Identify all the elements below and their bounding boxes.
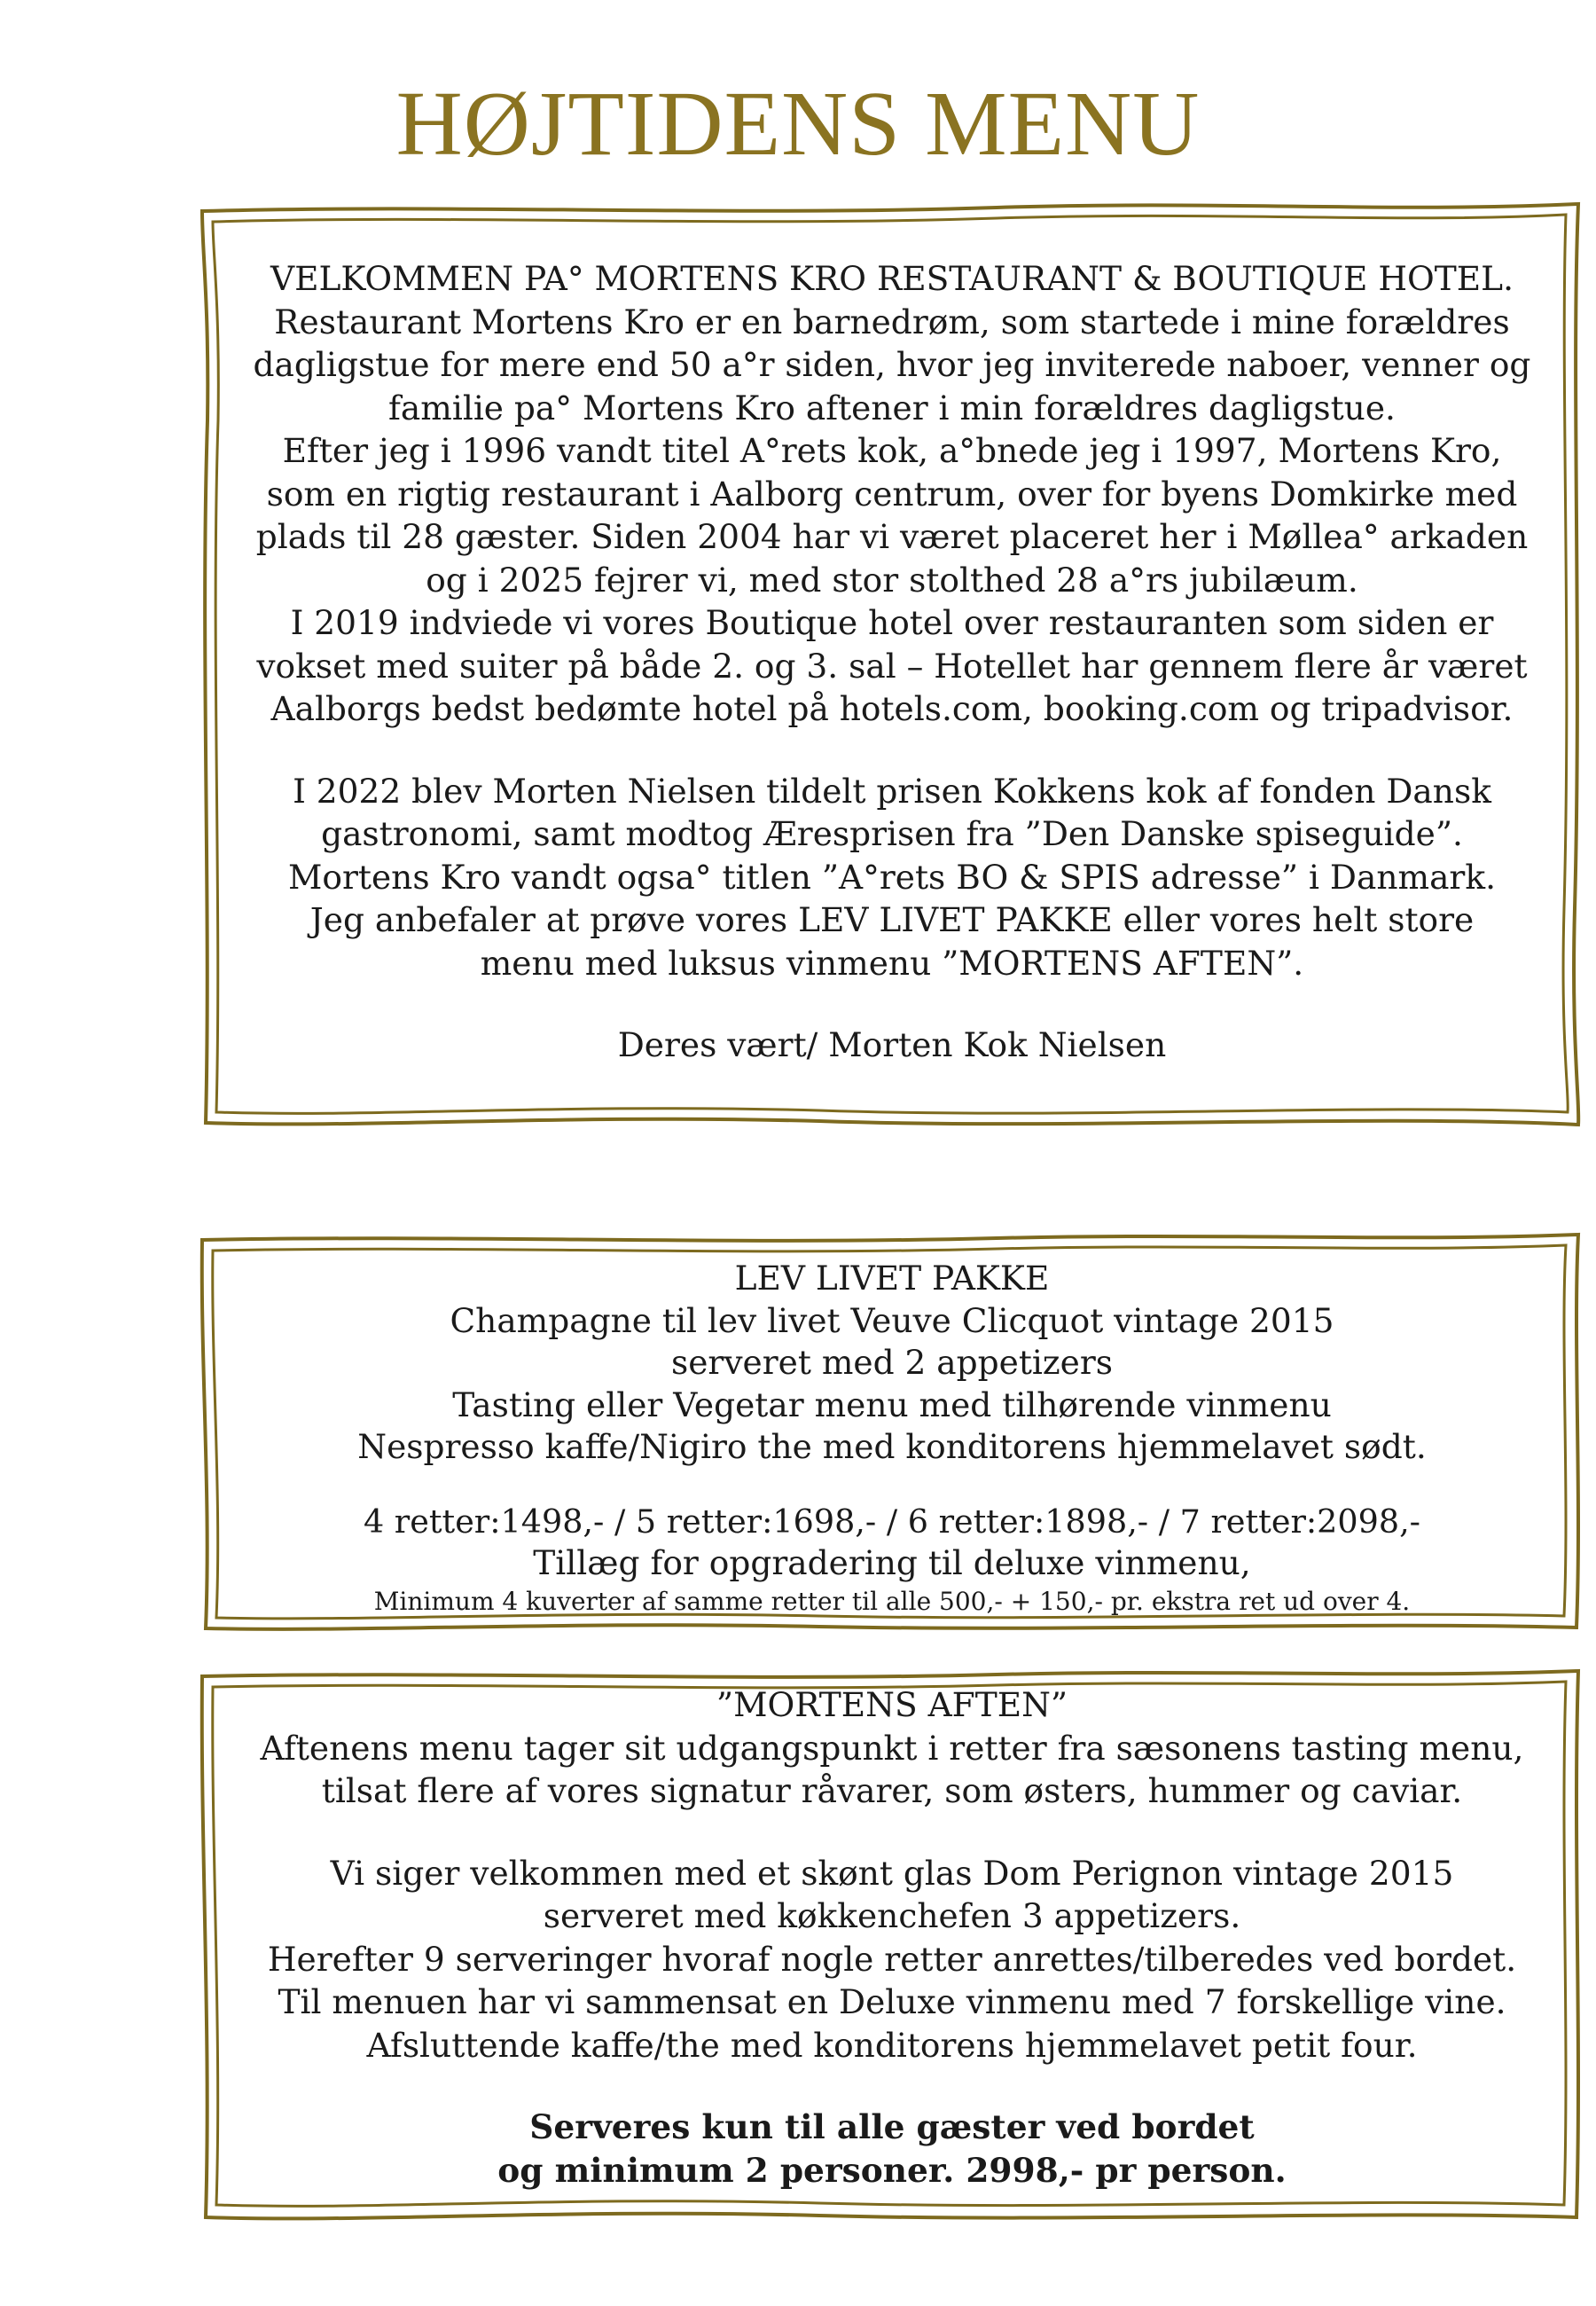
page-title: HØJTIDENS MENU [395, 73, 1201, 175]
package-line: Tasting eller Vegetar menu med tilhørende vinmenu [452, 1384, 1332, 1424]
intro-line: vokset med suiter på både 2. og 3. sal – Hotellet har gennem flere år været [256, 646, 1528, 686]
intro-line: dagligstue for mere end 50 a°r siden, hvor jeg inviterede naboer, venner og [253, 345, 1531, 384]
intro-line: gastronomi, samt modtog Æresprisen fra ”Den Danske spiseguide”. [321, 814, 1463, 853]
welcome-box [199, 199, 1585, 1132]
package-line: Nespresso kaffe/Nigiro the med konditorens hjemmelavet sødt. [357, 1427, 1427, 1466]
lev-livet-box [199, 1231, 1585, 1635]
intro-line: familie pa° Mortens Kro aftener i min forældres dagligstue. [388, 388, 1396, 427]
package-line: Champagne til lev livet Veuve Clicquot vintage 2015 [450, 1300, 1334, 1340]
menu-line: tilsat flere af vores signatur råvarer, som østers, hummer og caviar. [321, 1771, 1463, 1810]
lev-livet-text [199, 1258, 1585, 1619]
intro-line: og i 2025 fejrer vi, med stor stolthed 28 a°rs jubilæum. [426, 560, 1358, 600]
menu-line: Aftenens menu tager sit udgangspunkt i retter fra sæsonens tasting menu, [260, 1728, 1524, 1768]
intro-line: Efter jeg i 1996 vandt titel A°rets kok, a°bnede jeg i 1997, Mortens Kro, [282, 431, 1502, 470]
intro-line: Aalborgs bedst bedømte hotel på hotels.com, booking.com og tripadvisor. [270, 689, 1514, 728]
footer-line: og minimum 2 personer. 2998,- pr person. [497, 2150, 1287, 2190]
intro-line: som en rigtig restaurant i Aalborg centrum, over for byens Domkirke med [266, 474, 1518, 514]
intro-line: Jeg anbefaler at prøve vores LEV LIVET PAKKE eller vores helt store [309, 900, 1475, 939]
section-heading: LEV LIVET PAKKE [734, 1259, 1050, 1298]
intro-line: Restaurant Mortens Kro er en barnedrøm, som startede i mine forældres [274, 302, 1510, 341]
intro-line: I 2019 indviede vi vores Boutique hotel over restauranten som siden er [290, 603, 1494, 642]
mortens-aften-text [199, 1683, 1585, 2192]
section-heading: ”MORTENS AFTEN” [716, 1685, 1068, 1724]
menu-line: Til menuen har vi sammensat en Deluxe vinmenu med 7 forskellige vine. [278, 1982, 1506, 2021]
footer-line: Serveres kun til alle gæster ved bordet [529, 2107, 1255, 2146]
package-line: serveret med 2 appetizers [670, 1343, 1114, 1382]
minimum-note: Minimum 4 kuverter af samme retter til alle 500,- + 150,- pr. ekstra ret ud over 4. [373, 1586, 1411, 1616]
intro-line: VELKOMMEN PA° MORTENS KRO RESTAURANT & BOUTIQUE HOTEL. [270, 259, 1514, 298]
intro-line: Mortens Kro vandt ogsa° titlen ”A°rets BO & SPIS adresse” i Danmark. [288, 857, 1496, 897]
menu-line: serveret med køkkenchefen 3 appetizers. [543, 1896, 1241, 1935]
mortens-aften-box [199, 1666, 1585, 2224]
menu-line: Herefter 9 serveringer hvoraf nogle retter anrettes/tilberedes ved bordet. [267, 1939, 1517, 1979]
upgrade-note: Tillæg for opgradering til deluxe vinmenu, [533, 1543, 1251, 1582]
menu-line: Vi siger velkommen med et skønt glas Dom Perignon vintage 2015 [330, 1853, 1454, 1893]
menu-line: Afsluttende kaffe/the med konditorens hjemmelavet petit four. [366, 2025, 1418, 2065]
intro-line: plads til 28 gæster. Siden 2004 har vi været placeret her i Møllea° arkaden [255, 517, 1529, 556]
signature: Deres vært/ Morten Kok Nielsen [617, 1025, 1167, 1064]
price-list: 4 retter:1498,- / 5 retter:1698,- / 6 retter:1898,- / 7 retter:2098,- [363, 1502, 1421, 1541]
intro-line: I 2022 blev Morten Nielsen tildelt prisen Kokkens kok af fonden Dansk [293, 771, 1491, 811]
welcome-text [199, 257, 1585, 1067]
intro-line: menu med luksus vinmenu ”MORTENS AFTEN”. [480, 943, 1304, 983]
